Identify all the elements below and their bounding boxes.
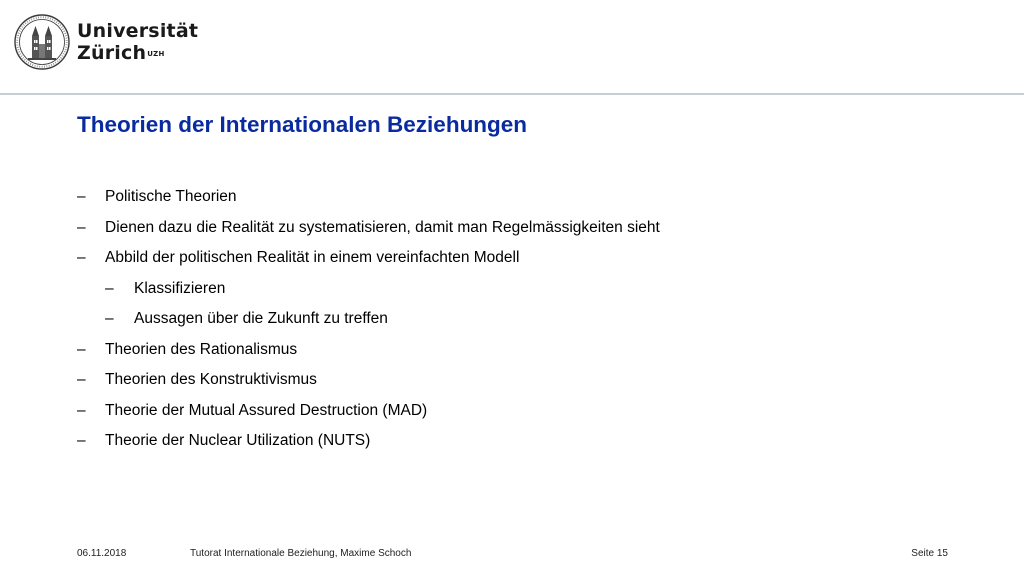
bullet-text: Aussagen über die Zukunft zu treffen (134, 310, 388, 327)
bullet-text: Klassifizieren (134, 279, 226, 297)
footer-author: Tutorat Internationale Beziehung, Maxime Schoch (190, 548, 412, 559)
bullet-text: Theorie der Mutual Assured Destruction (MAD) (105, 401, 428, 419)
wordmark-line2 (77, 42, 198, 64)
bullet-text: Theorien des Konstruktivismus (105, 371, 317, 388)
bullet-dash: – (77, 432, 86, 449)
bullet-dash: – (77, 401, 86, 419)
bullet-text: Dienen dazu die Realität zu systematisieren, damit man Regelmässigkeiten sieht (105, 218, 660, 236)
bullet-text: Theorie der Nuclear Utilization (NUTS) (105, 432, 371, 449)
bullet-text: Theorien des Rationalismus (105, 340, 298, 358)
bullet-text: Politische Theorien (105, 188, 237, 205)
university-wordmark (77, 20, 198, 64)
bullet-dash: – (77, 249, 86, 266)
slide-footer (0, 546, 1024, 566)
bullet-dash: – (77, 371, 86, 388)
wordmark-city: Zürich (77, 42, 147, 64)
bullet-dash: – (105, 279, 114, 297)
slide-title: Theorien der Internationalen Beziehungen (77, 112, 528, 137)
bullet-dash: – (77, 188, 86, 205)
bullet-dash: – (77, 218, 86, 236)
header-divider (0, 93, 1024, 95)
bullet-text: Abbild der politischen Realität in einem vereinfachten Modell (105, 249, 520, 266)
wordmark-line1: Universität (77, 20, 199, 42)
footer-page-number: Seite 15 (911, 548, 948, 559)
uzh-seal-icon (14, 14, 70, 70)
bullet-dash: – (105, 310, 114, 327)
footer-date: 06.11.2018 (77, 548, 127, 559)
bullet-dash: – (77, 340, 86, 358)
wordmark-superscript: UZH (147, 50, 165, 58)
slide-header (0, 0, 1024, 92)
